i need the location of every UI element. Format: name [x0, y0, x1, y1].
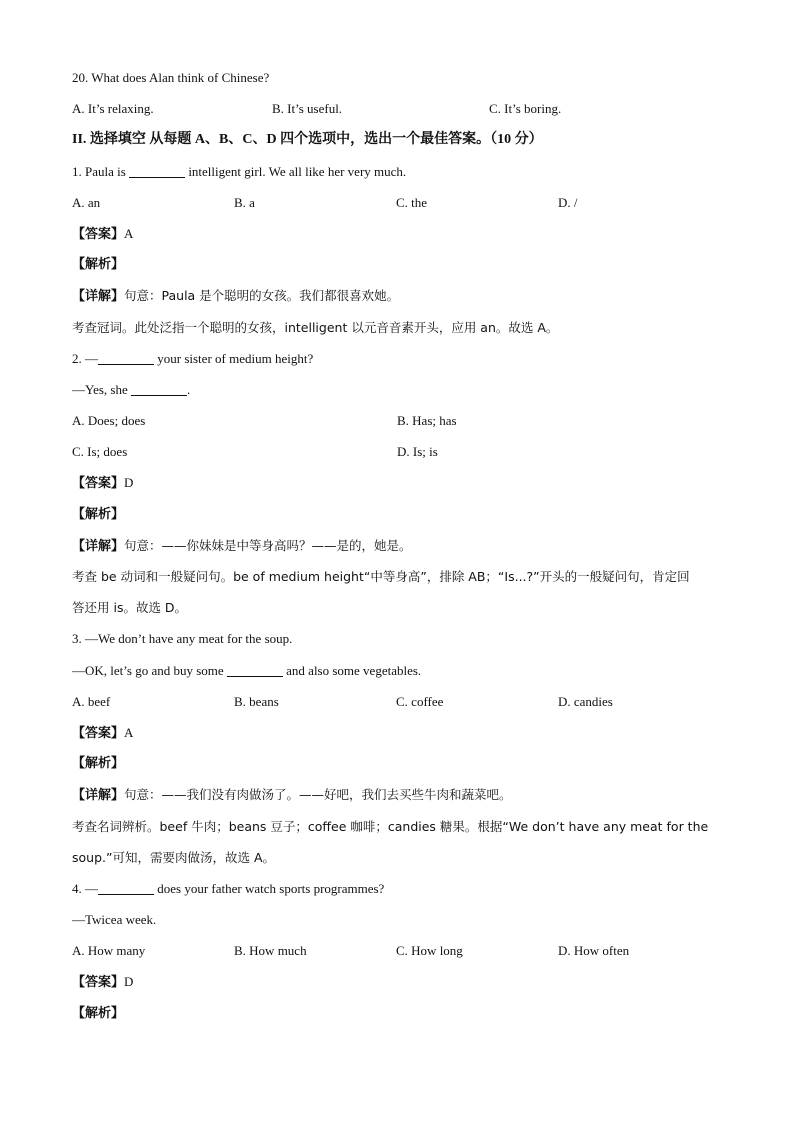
q1-blank: [129, 163, 185, 178]
q4-answer: 【答案】D: [72, 974, 134, 991]
q1-explanation: 考查冠词。此处泛指一个聪明的女孩，intelligent 以元音音素开头，应用 an。故选 A。: [72, 319, 559, 335]
q3-answer: 【答案】A: [72, 724, 134, 741]
q2-analysis-label: 【解析】: [72, 506, 125, 522]
q4-stem-2: —Twicea week.: [72, 912, 157, 928]
q2-option-a: A. Does; does: [72, 413, 146, 429]
q3-blank: [227, 662, 283, 677]
q2-stem-2: —Yes, she .: [72, 381, 191, 397]
q2-explanation-1: 考查 be 动词和一般疑问句。be of medium height“中等身高”，排除 AB；“Is...?”开头的一般疑问句，肯定回: [72, 569, 690, 584]
q4-option-d: D. How often: [558, 943, 630, 959]
q2-blank-2: [131, 381, 187, 396]
q3-option-c: C. coffee: [396, 693, 444, 709]
q2-blank-1: [98, 350, 154, 365]
q3-analysis-label: 【解析】: [72, 756, 125, 772]
q1-option-c: C. the: [396, 194, 428, 210]
q2-answer: 【答案】D: [72, 475, 134, 492]
q4-option-a: A. How many: [72, 943, 146, 959]
q4-options: [72, 935, 732, 966]
q4-stem-1: 4. — does your father watch sports programmes?: [72, 880, 385, 896]
q2-explanation-2: 答还用 is。故选 D。: [72, 600, 188, 616]
q3-stem-1: 3. —We don’t have any meat for the soup.: [72, 631, 293, 647]
q4-analysis-label: 【解析】: [72, 1005, 125, 1021]
q3-stem-2: —OK, let’s go and buy some and also some vegetables.: [72, 662, 422, 678]
q3-option-d: D. candies: [558, 693, 613, 709]
q3-detail: 【详解】句意：——我们没有肉做汤了。——好吧，我们去买些牛肉和蔬菜吧。: [72, 787, 512, 804]
q1-stem: 1. Paula is intelligent girl. We all like her very much.: [72, 163, 407, 179]
q2-option-b: B. Has; has: [397, 413, 457, 429]
document-page: [72, 62, 732, 1029]
q4-option-b: B. How much: [234, 943, 307, 959]
q3-options: [72, 686, 732, 717]
q3-explanation-1: 考查名词辨析。beef 牛肉；beans 豆子；coffee 咖啡；candies 糖果。根据“We don’t have any meat for the: [72, 818, 709, 834]
q4-blank: [98, 880, 154, 895]
q1-option-b: B. a: [234, 194, 255, 210]
q1-analysis-label: 【解析】: [72, 257, 125, 273]
q20-option-a: A. It’s relaxing.: [72, 101, 154, 117]
section-heading: II. 选择填空 从每题 A、B、C、D 四个选项中，选出一个最佳答案。（10 分）: [72, 132, 543, 148]
q2-stem-1: 2. — your sister of medium height?: [72, 350, 314, 366]
q20-option-b: B. It’s useful.: [272, 101, 343, 117]
q1-detail: 【详解】句意：Paula 是个聪明的女孩。我们都很喜欢她。: [72, 288, 400, 305]
q2-options-row-1: [72, 405, 732, 436]
q2-option-d: D. Is; is: [397, 444, 438, 460]
q1-option-a: A. an: [72, 194, 101, 210]
q3-option-a: A. beef: [72, 693, 111, 709]
q1-options: [72, 187, 732, 218]
q20-stem: 20. What does Alan think of Chinese?: [72, 70, 270, 85]
q2-detail: 【详解】句意：——你妹妹是中等身高吗？——是的，她是。: [72, 537, 412, 554]
q3-option-b: B. beans: [234, 693, 279, 709]
q2-options-row-2: [72, 436, 732, 467]
q1-option-d: D. /: [558, 194, 578, 210]
q1-answer: 【答案】A: [72, 225, 134, 242]
q3-explanation-2: soup.”可知，需要肉做汤，故选 A。: [72, 849, 275, 865]
q20-options: [72, 93, 732, 124]
q2-option-c: C. Is; does: [72, 444, 128, 460]
q4-option-c: C. How long: [396, 943, 463, 959]
q20-option-c: C. It’s boring.: [489, 101, 562, 117]
